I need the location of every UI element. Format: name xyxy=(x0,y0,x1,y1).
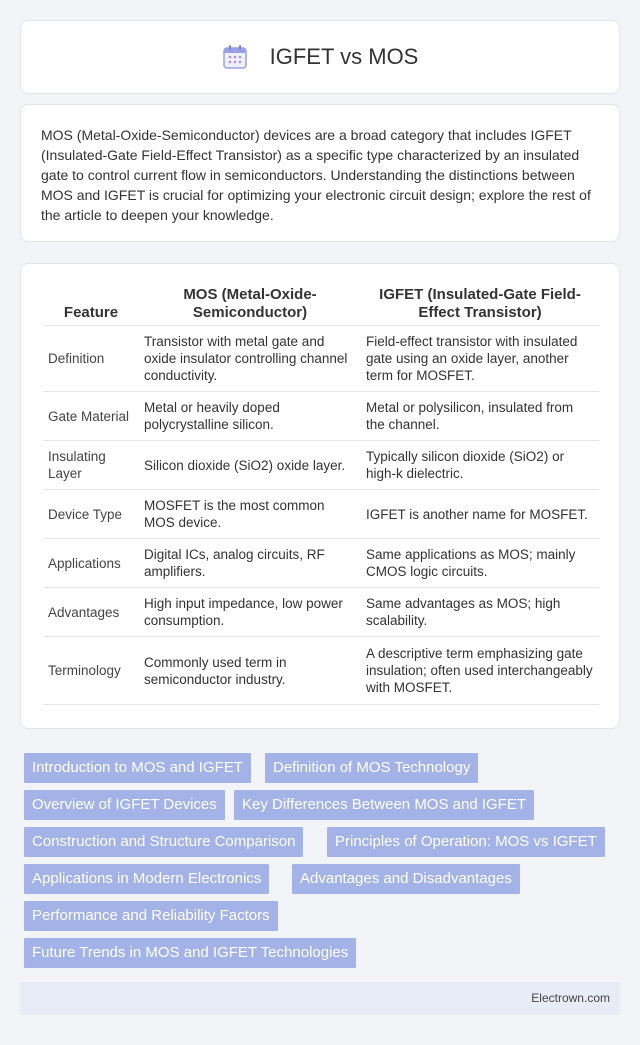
table-cell-igfet: A descriptive term emphasizing gate insulation; often used interchangeably with MOSFET. xyxy=(361,637,599,705)
calendar-icon xyxy=(222,44,248,70)
table-cell-mos: Transistor with metal gate and oxide insulator controlling channel conductivity. xyxy=(139,326,361,392)
table-cell-igfet: Metal or polysilicon, insulated from the channel. xyxy=(361,392,599,441)
table-cell-igfet: Same advantages as MOS; high scalability. xyxy=(361,588,599,637)
table-cell-igfet: IGFET is another name for MOSFET. xyxy=(361,490,599,539)
comparison-table xyxy=(43,282,599,705)
table-row xyxy=(43,539,599,588)
table-cell-mos: Commonly used term in semiconductor industry. xyxy=(139,637,361,705)
tag-overview[interactable]: Overview of IGFET Devices xyxy=(24,790,225,820)
table-cell-feature: Applications xyxy=(43,539,139,588)
table-header-igfet: IGFET (Insulated-Gate Field-Effect Transistor) xyxy=(361,282,599,326)
tag-introduction[interactable]: Introduction to MOS and IGFET xyxy=(24,753,251,783)
tag-performance[interactable]: Performance and Reliability Factors xyxy=(24,901,278,931)
table-row xyxy=(43,392,599,441)
tag-advantages[interactable]: Advantages and Disadvantages xyxy=(292,864,520,894)
table-cell-feature: Gate Material xyxy=(43,392,139,441)
table-row xyxy=(43,441,599,490)
table-cell-mos: Silicon dioxide (SiO2) oxide layer. xyxy=(139,441,361,490)
table-cell-igfet: Field-effect transistor with insulated gate using an oxide layer, another term for MOSFET. xyxy=(361,326,599,392)
table-row xyxy=(43,637,599,705)
header-card xyxy=(20,20,620,94)
table-cell-mos: Digital ICs, analog circuits, RF amplifiers. xyxy=(139,539,361,588)
table-cell-mos: High input impedance, low power consumption. xyxy=(139,588,361,637)
table-cell-igfet: Typically silicon dioxide (SiO2) or high-k dielectric. xyxy=(361,441,599,490)
footer-brand[interactable]: Electrown.com xyxy=(531,991,610,1005)
table-header-mos: MOS (Metal-Oxide-Semiconductor) xyxy=(139,282,361,326)
intro-card xyxy=(20,104,620,242)
tag-principles[interactable]: Principles of Operation: MOS vs IGFET xyxy=(327,827,605,857)
table-header-row xyxy=(43,282,599,326)
table-cell-igfet: Same applications as MOS; mainly CMOS logic circuits. xyxy=(361,539,599,588)
table-cell-feature: Terminology xyxy=(43,637,139,705)
tag-future-trends[interactable]: Future Trends in MOS and IGFET Technologies xyxy=(24,938,356,968)
tag-construction[interactable]: Construction and Structure Comparison xyxy=(24,827,303,857)
footer xyxy=(20,982,620,1015)
page-title: IGFET vs MOS xyxy=(269,44,419,69)
table-row xyxy=(43,588,599,637)
comparison-table-card xyxy=(20,263,620,729)
table-cell-feature: Device Type xyxy=(43,490,139,539)
table-cell-feature: Insulating Layer xyxy=(43,441,139,490)
table-row xyxy=(43,326,599,392)
table-cell-feature: Advantages xyxy=(43,588,139,637)
tag-definition[interactable]: Definition of MOS Technology xyxy=(265,753,478,783)
table-cell-mos: MOSFET is the most common MOS device. xyxy=(139,490,361,539)
tag-key-differences[interactable]: Key Differences Between MOS and IGFET xyxy=(234,790,534,820)
intro-text: MOS (Metal-Oxide-Semiconductor) devices are a broad category that includes IGFET (Insulated-Gate Field-Effect Transistor) as a specific type characterized by an insulated gate to control current flow in semiconductors. Understanding the distinctions between MOS and IGFET is crucial for optimizing your electronic circuit design; explore the rest of the article to deepen your knowledge. xyxy=(41,127,591,223)
table-cell-feature: Definition xyxy=(43,326,139,392)
table-row xyxy=(43,490,599,539)
table-header-feature: Feature xyxy=(43,282,139,326)
tag-applications[interactable]: Applications in Modern Electronics xyxy=(24,864,269,894)
table-cell-mos: Metal or heavily doped polycrystalline silicon. xyxy=(139,392,361,441)
